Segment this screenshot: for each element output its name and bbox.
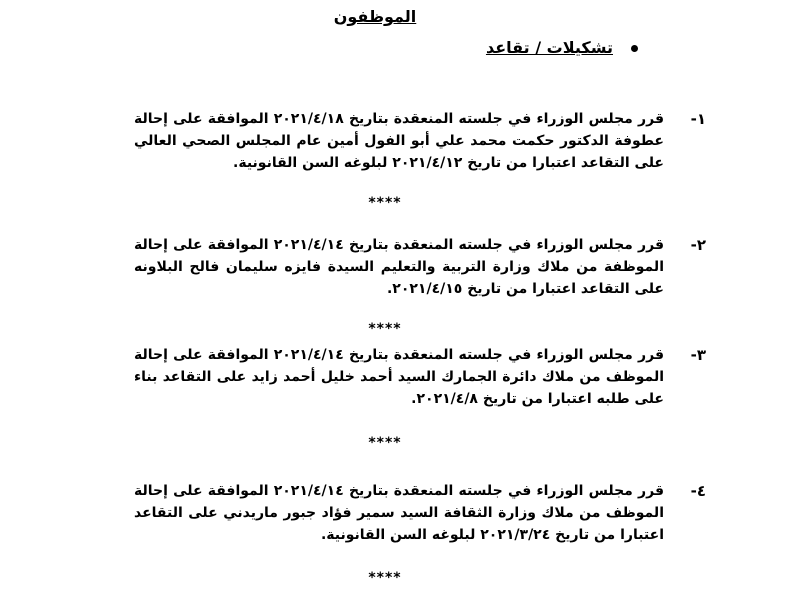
item-number: ٣- bbox=[690, 346, 706, 364]
list-item bbox=[134, 108, 706, 174]
item-number: ٢- bbox=[690, 236, 706, 254]
separator: **** bbox=[368, 435, 402, 451]
list-item bbox=[134, 480, 706, 546]
item-number: ٤- bbox=[690, 482, 706, 500]
separator: **** bbox=[368, 321, 402, 337]
item-text: قرر مجلس الوزراء في جلسته المنعقدة بتاريخ ٢٠٢١/٤/١٤ الموافقة على إحالة الموظف من ملاك وزارة الثقافة السيد سمير فؤاد جبور ماريدني على التقاعد اعتبارا من تاريخ ٢٠٢١/٣/٢٤ لبلوغه السن القانونية. bbox=[134, 483, 664, 543]
item-number: ١- bbox=[690, 110, 706, 128]
bullet-icon bbox=[631, 45, 638, 52]
item-text: قرر مجلس الوزراء في جلسته المنعقدة بتاريخ ٢٠٢١/٤/١٤ الموافقة على إحالة الموظف من ملاك دائرة الجمارك السيد أحمد خليل أحمد زايد على التقاعد بناء على طلبه اعتبارا من تاريخ ٢٠٢١/٤/٨. bbox=[134, 347, 664, 407]
item-text: قرر مجلس الوزراء في جلسته المنعقدة بتاريخ ٢٠٢١/٤/١٤ الموافقة على إحالة الموظفة من ملاك وزارة التربية والتعليم السيدة فايزه سليمان فالح البلاونه على التقاعد اعتبارا من تاريخ ٢٠٢١/٤/١٥. bbox=[134, 237, 664, 297]
list-item bbox=[134, 344, 706, 410]
section-heading bbox=[486, 36, 638, 60]
page-title: الموظفون bbox=[333, 7, 417, 26]
list-item bbox=[134, 234, 706, 300]
separator: **** bbox=[368, 195, 402, 211]
section-heading-label: تشكيلات / تقاعد bbox=[485, 38, 613, 57]
item-text: قرر مجلس الوزراء في جلسته المنعقدة بتاريخ ٢٠٢١/٤/١٨ الموافقة على إحالة عطوفة الدكتور حكمت محمد علي أبو الفول أمين عام المجلس الصحي العالي على التقاعد اعتبارا من تاريخ ٢٠٢١/٤/١٢ لبلوغه السن القانونية. bbox=[134, 111, 664, 171]
separator: **** bbox=[368, 570, 402, 586]
